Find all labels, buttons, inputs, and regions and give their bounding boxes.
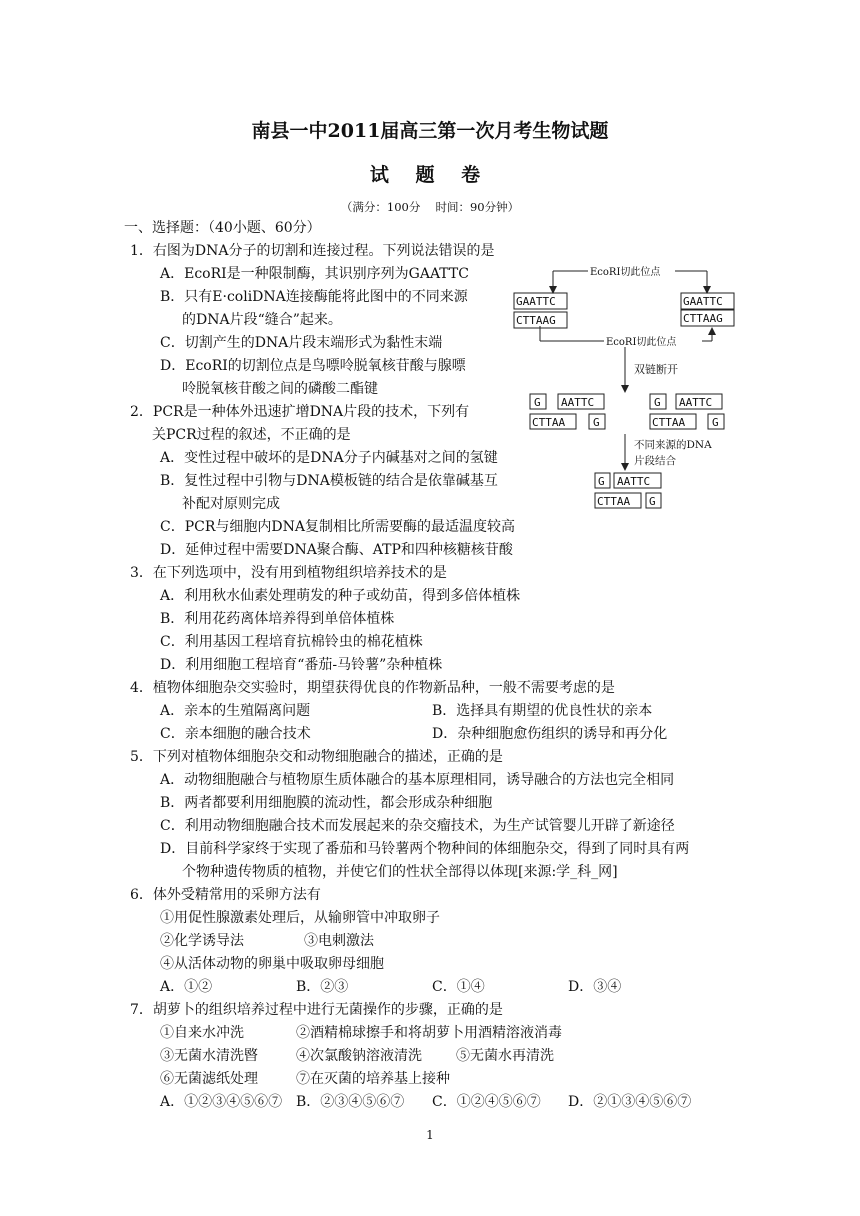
q6-option-a: A．①② [160,979,213,995]
q7-item-7: ⑦在灭菌的培养基上接种 [296,1071,450,1087]
page-number: 1 [426,1128,434,1142]
step-recombine-line2: 片段结合 [634,455,676,467]
frag-right-cttaa: CTTAA [652,416,686,429]
recomb-cttaa: CTTAA [597,495,631,508]
q7-item-4: ④次氯酸钠溶液清洗 [296,1048,422,1064]
q7-item-6: ⑥无菌滤纸处理 [160,1071,258,1087]
page-subtitle: 试 题 卷 [369,164,491,186]
frag-left-g-top: G [534,396,541,409]
frag-left-aattc: AATTC [561,396,595,409]
q4-option-d: D．杂种细胞愈伤组织的诱导和再分化 [432,726,668,742]
q5-option-a: A．动物细胞融合与植物原生质体融合的基本原理相同，诱导融合的方法也完全相同 [160,772,675,788]
q4-option-b: B．选择具有期望的优良性状的亲本 [432,703,653,719]
q2-option-a: A．变性过程中破坏的是DNA分子内碱基对之间的氢键 [160,450,498,466]
q6-item-2: ②化学诱导法 [160,933,244,949]
q2-option-b-cont: 补配对原则完成 [182,496,280,512]
q1-option-a: A．EcoRⅠ是一种限制酶，其识别序列为GAATTC [160,266,469,282]
seq-right-top: GAATTC [683,295,723,308]
q5-option-d-cont: 个物种遗传物质的植物，并使它们的性状全部得以体现[来源:学_科_网] [182,864,618,880]
q5-option-b: B．两者都要利用细胞膜的流动性，都会形成杂种细胞 [160,795,493,811]
q6-item-1: ①用促性腺激素处理后，从输卵管中冲取卵子 [160,910,440,926]
q1-option-d: D．EcoRⅠ的切割位点是鸟嘌呤脱氧核苷酸与腺嘌 [160,358,466,374]
q5-option-c: C．利用动物细胞融合技术而发展起来的杂交瘤技术，为生产试管婴儿开辟了新途径 [160,818,675,834]
q6-option-d: D．③④ [568,979,622,995]
frag-left-cttaa: CTTAA [532,416,566,429]
seq-left-bottom: CTTAAG [516,314,556,327]
question-1: 1．右图为DNA分子的切割和连接过程。下列说法错误的是 [130,243,495,259]
recomb-aattc: AATTC [617,475,651,488]
q7-option-d: D．②①③④⑤⑥⑦ [568,1094,692,1110]
frag-right-g-bottom: G [712,416,719,429]
q7-item-1: ①自来水冲洗 [160,1025,244,1041]
q7-option-b: B．②③④⑤⑥⑦ [296,1094,405,1110]
q1-option-c: C．切割产生的DNA片段末端形式为黏性末端 [160,335,443,351]
cut-site-label-top: EcoRⅠ切此位点 [590,267,661,278]
page-title: 南县一中2011届高三第一次月考生物试题 [251,120,609,142]
recomb-g-top: G [598,475,605,488]
q6-item-4: ④从活体动物的卵巢中吸取卵母细胞 [160,956,384,972]
q4-option-c: C．亲本细胞的融合技术 [160,726,311,742]
q2-option-c: C．PCR与细胞内DNA复制相比所需要酶的最适温度较高 [160,519,515,535]
recomb-g-bottom: G [649,495,656,508]
q5-option-d: D．目前科学家终于实现了番茄和马铃薯两个物种间的体细胞杂交，得到了同时具有两 [160,841,690,857]
question-6: 6．体外受精常用的采卵方法有 [130,887,321,903]
q4-option-a: A．亲本的生殖隔离问题 [160,703,311,719]
section-heading: 一、选择题：（40小题、60分） [124,220,321,236]
question-2-cont: 关PCR过程的叙述，不正确的是 [152,427,351,443]
seq-right-bottom: CTTAAG [683,312,723,325]
q2-option-b: B．复性过程中引物与DNA模板链的结合是依靠碱基互 [160,473,498,489]
q7-item-5: ⑤无菌水再清洗 [456,1048,554,1064]
exam-meta: （满分：100分 时间：90分钟） [340,200,520,214]
q2-option-d: D．延伸过程中需要DNA聚合酶、ATP和四种核糖核苷酸 [160,542,513,558]
cut-site-label-bottom: EcoRⅠ切此位点 [606,337,677,348]
q3-option-d: D．利用细胞工程培育“番茄-马铃薯”杂种植株 [160,657,443,673]
question-7: 7．胡萝卜的组织培养过程中进行无菌操作的步骤，正确的是 [130,1002,503,1018]
question-3: 3．在下列选项中，没有用到植物组织培养技术的是 [130,565,447,581]
question-2: 2．PCR是一种体外迅速扩增DNA片段的技术，下列有 [130,404,470,420]
q6-item-3: ③电刺激法 [304,933,374,949]
q1-option-b: B．只有E·coliDNA连接酶能将此图中的不同来源 [160,289,468,305]
q3-option-b: B．利用花药离体培养得到单倍体植株 [160,611,395,627]
q7-option-c: C．①②④⑤⑥⑦ [432,1094,541,1110]
question-4: 4．植物体细胞杂交实验时，期望获得优良的作物新品种，一般不需要考虑的是 [130,680,615,696]
frag-left-g-bottom: G [593,416,600,429]
step-recombine-line1: 不同来源的DNA [634,439,712,451]
q7-item-3: ③无菌水清洗暋 [160,1048,258,1064]
frag-right-aattc: AATTC [679,396,713,409]
q7-item-2: ②酒精棉球擦手和将胡萝卜用酒精溶液消毒 [296,1025,562,1041]
q6-option-c: C．①④ [432,979,485,995]
q6-option-b: B．②③ [296,979,349,995]
q1-option-b-cont: 的DNA片段“缝合”起来。 [182,312,342,328]
step-double-strand-break: 双链断开 [634,363,678,376]
q3-option-c: C．利用基因工程培育抗棉铃虫的棉花植株 [160,634,423,650]
q1-option-d-cont: 呤脱氧核苷酸之间的磷酸二酯键 [182,381,378,397]
frag-right-g-top: G [654,396,661,409]
seq-left-top: GAATTC [516,295,556,308]
q3-option-a: A．利用秋水仙素处理萌发的种子或幼苗，得到多倍体植株 [160,588,521,604]
question-5: 5．下列对植物体细胞杂交和动物细胞融合的描述，正确的是 [130,749,503,765]
q7-option-a: A．①②③④⑤⑥⑦ [160,1094,283,1110]
